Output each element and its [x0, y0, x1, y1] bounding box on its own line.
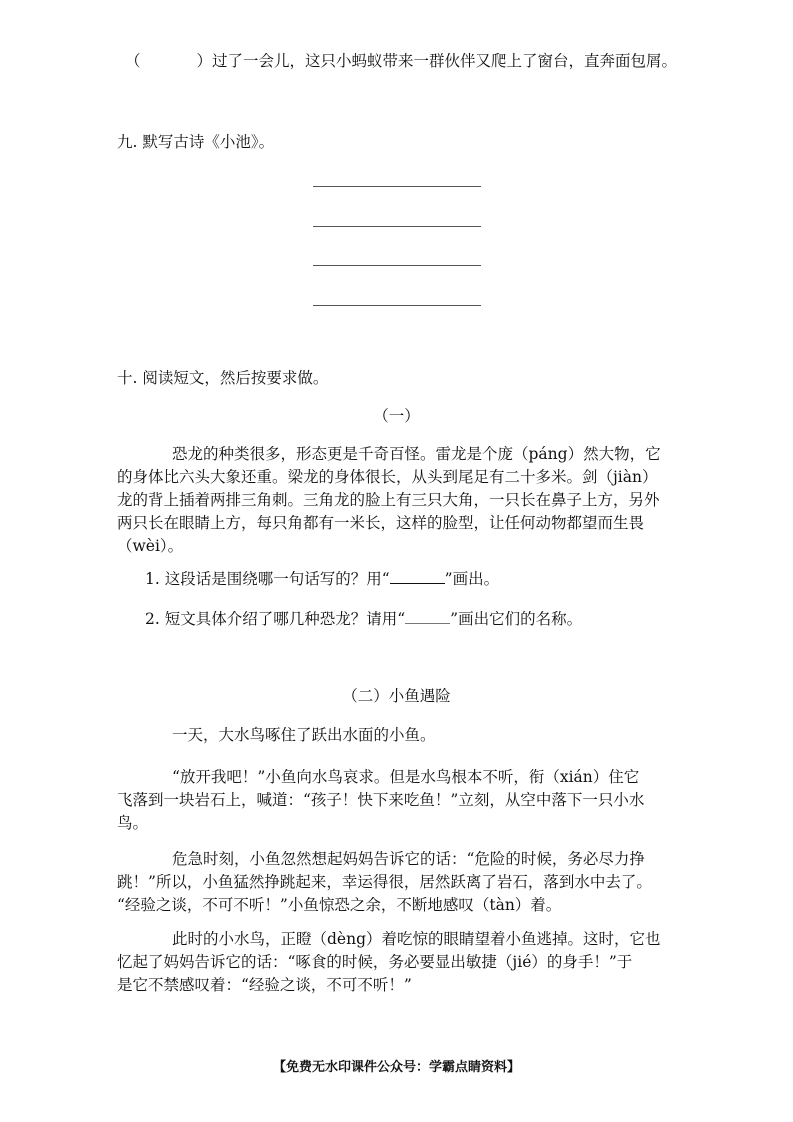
q10-title: 十. 阅读短文，然后按要求做。 [117, 369, 329, 387]
poem-answer-line-2[interactable] [313, 226, 481, 227]
q9-title: 九. 默写古诗《小池》。 [117, 133, 275, 151]
passage2-heading: （二）小鱼遇险 [342, 687, 451, 705]
q8-item [125, 50, 677, 72]
poem-answer-line-3[interactable] [313, 265, 481, 266]
passage2-line: 跳！”所以，小鱼猛然挣跳起来，幸运得很，居然跃离了岩石，落到水中去了。 [117, 873, 652, 891]
q8-item-text: 过了一会儿，这只小蚂蚁带来一群伙伴又爬上了窗台，直奔面包屑。 [212, 52, 678, 70]
underline-mark-thin [405, 609, 450, 624]
passage1-question-1 [145, 568, 499, 590]
passage1-line: 两只长在眼睛上方，每只角都有一米长，这样的脸型，让任何动物都望而生畏 [117, 514, 645, 532]
question-text: 1. 这段话是围绕哪一句话写的？用“ [145, 570, 390, 588]
passage1-line: （wèi）。 [117, 537, 184, 555]
underline-mark-solid [390, 569, 445, 584]
paren-close: ） [196, 52, 213, 70]
paren-open: （ [125, 52, 141, 70]
passage2-line: 忆起了妈妈告诉它的话：“啄食的时候，务必要显出敏捷（jié）的身手！”于 [117, 953, 633, 971]
poem-answer-line-4[interactable] [313, 305, 481, 306]
page-footer: 【免费无水印课件公众号：学霸点睛资料】 [272, 1060, 520, 1075]
passage2-line: 危急时刻，小鱼忽然想起妈妈告诉它的话：“危险的时候，务必尽力挣 [172, 850, 645, 868]
passage2-line: “放开我吧！”小鱼向水鸟哀求。但是水鸟根本不听，衔（xián）住它 [172, 768, 640, 786]
passage1-line: 恐龙的种类很多，形态更是千奇百怪。雷龙是个庞（páng）然大物，它 [172, 445, 661, 463]
poem-answer-line-1[interactable] [313, 186, 481, 187]
question-text: ”画出。 [444, 570, 500, 588]
passage1-line: 龙的背上插着两排三角刺。三角龙的脸上有三只大角，一只长在鼻子上方，另外 [117, 491, 660, 509]
passage2-line: 飞落到一块岩石上，喊道：“孩子！快下来吃鱼！”立刻，从空中落下一只小水 [117, 791, 645, 809]
passage2-paragraph-1: 一天，大水鸟啄住了跃出水面的小鱼。 [172, 726, 436, 744]
passage2-line: 此时的小水鸟，正瞪（dèng）着吃惊的眼睛望着小鱼逃掉。这时，它也 [172, 930, 661, 948]
question-text: 2. 短文具体介绍了哪几种恐龙？请用“ [145, 610, 406, 628]
question-text: ”画出它们的名称。 [450, 610, 583, 628]
passage2-line: 鸟。 [117, 814, 149, 832]
passage2-line: 是它不禁感叹着：“经验之谈，不可不听！” [117, 976, 412, 994]
passage1-heading: （一） [373, 407, 420, 425]
passage1-question-2 [145, 608, 582, 630]
passage2-line: “经验之谈，不可不听！”小鱼惊恐之余，不断地感叹（tàn）着。 [117, 896, 562, 914]
passage1-line: 的身体比六头大象还重。梁龙的身体很长，从头到尾足有二十多米。剑（jiàn） [117, 468, 658, 486]
